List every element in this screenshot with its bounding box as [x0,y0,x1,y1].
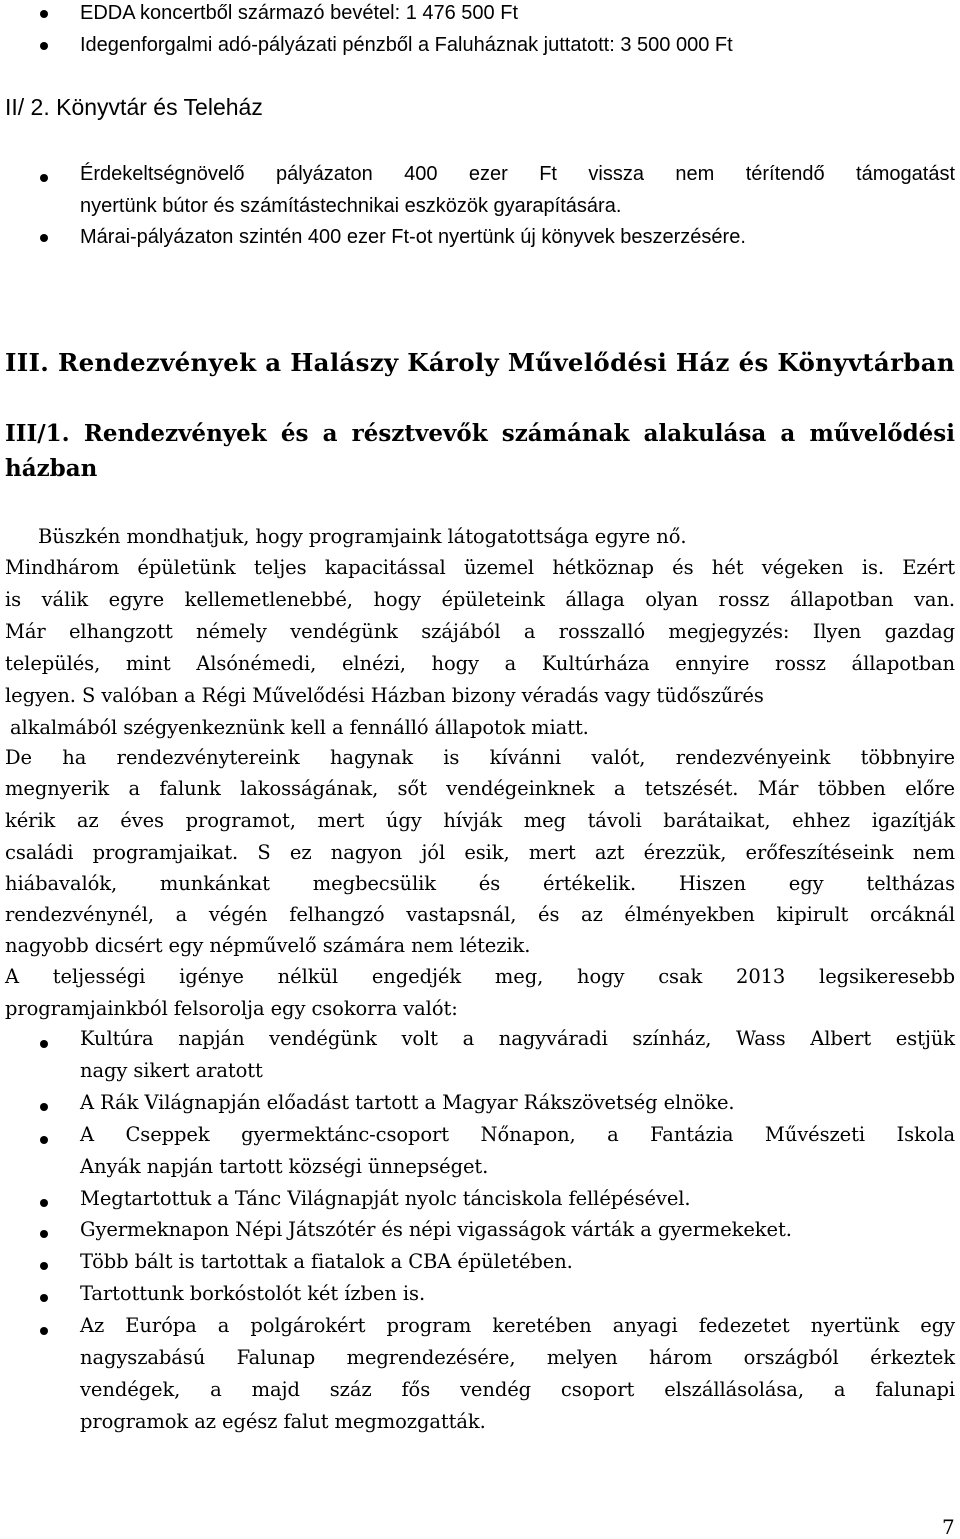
list-item: Márai-pályázaton szintén 400 ezer Ft-ot nyertünk új könyvek beszerzésére. [80,226,746,248]
section-heading-iii: III. Rendezvények a Halászy Károly Művelődési Ház és Könyvtárban [5,348,955,377]
sub-heading-iii1-continuation: házban [5,455,98,482]
list-item: Gyermeknapon Népi Játszótér és népi vigasságok várták a gyermekeket. [80,1218,792,1241]
paragraph-line: kérik az éves programot, mert úgy hívják meg távoli barátaikat, ehhez igazítják [5,809,955,832]
bullet-icon [40,234,48,242]
paragraph-line: családi programjaikat. S ez nagyon jól esik, mert azt érezzük, erőfeszítéseink nem [5,841,955,864]
paragraph-line: település, mint Alsónémedi, elnézi, hogy a Kultúrháza ennyire rossz állapotban [5,652,955,675]
list-item: Érdekeltségnövelő pályázaton 400 ezer Ft vissza nem térítendő támogatást [80,163,955,185]
list-item: Idegenforgalmi adó-pályázati pénzből a Faluháznak juttatott: 3 500 000 Ft [80,34,733,56]
paragraph-line: programjainkból felsorolja egy csokorra valót: [5,997,458,1020]
list-item-continuation: vendégek, a majd száz fős vendég csoport elszállásolása, a falunapi [80,1378,955,1401]
paragraph-line: is válik egyre kellemetlenebbé, hogy épületeink állaga olyan rossz állapotban van. [5,588,955,611]
list-item: Tartottunk borkóstolót két ízben is. [80,1282,426,1305]
paragraph-line: Már elhangzott némely vendégünk szájából a rosszalló megjegyzés: Ilyen gazdag [5,620,955,643]
bullet-icon [40,42,48,50]
paragraph-line: alkalmából szégyenkeznünk kell a fennálló állapotok miatt. [10,716,589,739]
section-heading-ii2: II/ 2. Könyvtár és Teleház [5,94,263,120]
list-item: A Cseppek gyermektánc-csoport Nőnapon, a Fantázia Művészeti Iskola [80,1123,955,1146]
sub-heading-iii1: III/1. Rendezvények és a résztvevők számának alakulása a művelődési [5,420,955,447]
list-item: A Rák Világnapján előadást tartott a Magyar Rákszövetség elnöke. [80,1091,735,1114]
paragraph-line: nagyobb dicsért egy népművelő számára nem létezik. [5,934,531,957]
bullet-icon [40,1294,48,1302]
bullet-icon [40,1262,48,1270]
list-item-continuation: nyertünk bútor és számítástechnikai eszközök gyarapítására. [80,195,622,217]
bullet-icon [40,1327,48,1335]
paragraph-line: legyen. S valóban a Régi Művelődési Házban bizony véradás vagy tüdőszűrés [5,684,764,707]
bullet-icon [40,1136,48,1144]
bullet-icon [40,1040,48,1048]
paragraph-line: De ha rendezvénytereink hagynak is kívánni valót, rendezvényeink többnyire [5,746,955,769]
page-number: 7 [942,1515,955,1539]
list-item: Kultúra napján vendégünk volt a nagyváradi színház, Wass Albert estjük [80,1027,955,1050]
paragraph-line: megnyerik a falunk lakosságának, sőt vendégeinknek a tetszését. Már többen előre [5,777,955,800]
paragraph-line: hiábavalók, munkánkat megbecsülik és értékelik. Hiszen egy teltházas [5,872,955,895]
list-item: EDDA koncertből származó bevétel: 1 476 500 Ft [80,2,519,24]
list-item-continuation: nagyszabású Falunap megrendezésére, melyen három országból érkeztek [80,1346,955,1369]
list-item-continuation: Anyák napján tartott községi ünnepséget. [80,1155,489,1178]
bullet-icon [40,1103,48,1111]
paragraph-line: A teljességi igénye nélkül engedjék meg, hogy csak 2013 legsikeresebb [5,965,955,988]
list-item-continuation: nagy sikert aratott [80,1059,263,1082]
list-item: Megtartottuk a Tánc Világnapját nyolc tánciskola fellépésével. [80,1187,691,1210]
bullet-icon [40,1230,48,1238]
paragraph-line: Mindhárom épületünk teljes kapacitással üzemel hétköznap és hét végeken is. Ezért [5,556,955,579]
paragraph-line: rendezvénynél, a végén felhangzó vastapsnál, és az élményekben kipirult orcáknál [5,903,955,926]
paragraph-line: Büszkén mondhatjuk, hogy programjaink látogatottsága egyre nő. [38,525,687,548]
list-item: Az Európa a polgárokért program keretében anyagi fedezetet nyertünk egy [80,1314,955,1337]
bullet-icon [40,10,48,18]
bullet-icon [40,174,48,182]
list-item-continuation: programok az egész falut megmozgatták. [80,1410,486,1433]
list-item: Több bált is tartottak a fiatalok a CBA épületében. [80,1250,573,1273]
bullet-icon [40,1199,48,1207]
